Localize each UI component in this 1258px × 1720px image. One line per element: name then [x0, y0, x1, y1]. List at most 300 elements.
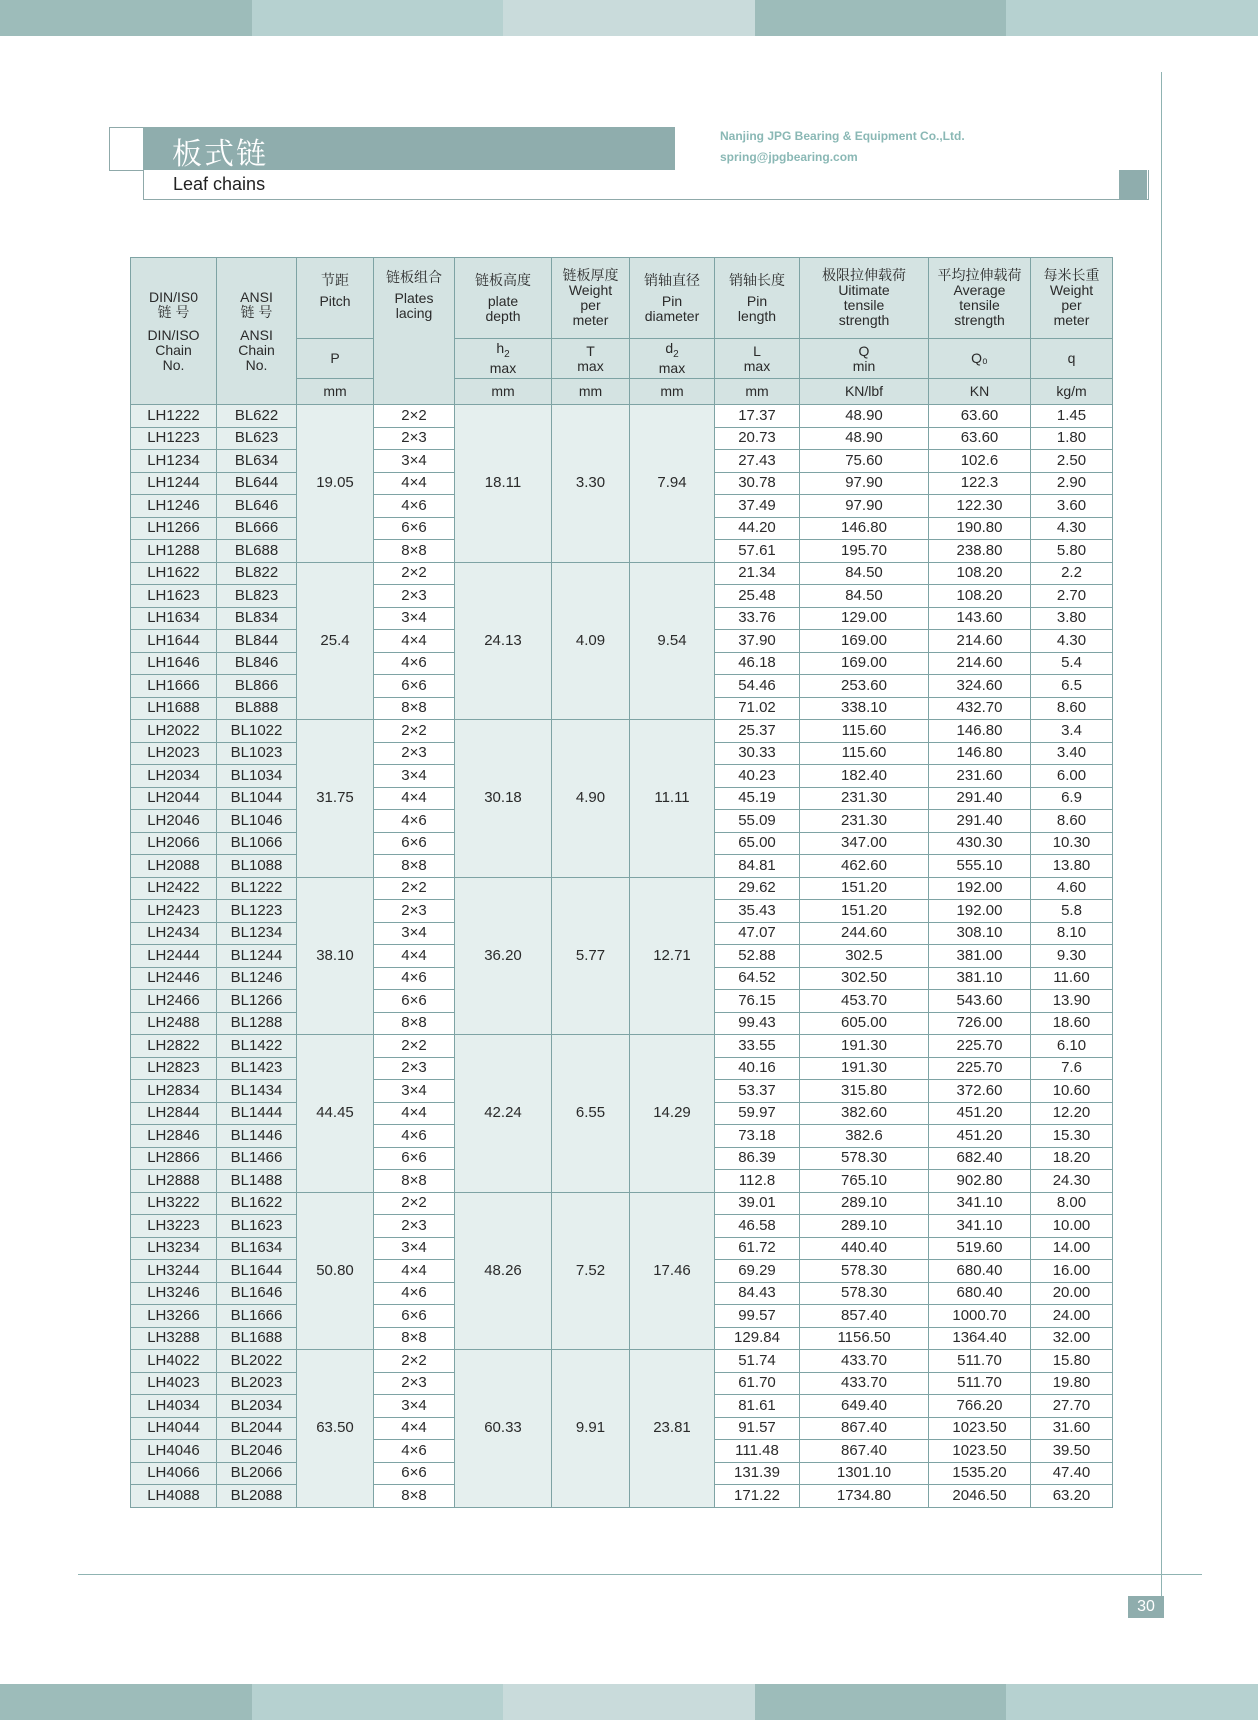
cell-average-strength: 214.60	[929, 630, 1031, 653]
cell-ultimate-strength: 191.30	[800, 1057, 929, 1080]
col-ansi: ANSI 链 号 ANSI Chain No.	[217, 258, 297, 405]
cell-ansi-chain-no: BL866	[217, 675, 297, 698]
cell-ultimate-strength: 289.10	[800, 1215, 929, 1238]
cell-plates-lacing: 4×4	[374, 1260, 455, 1283]
cell-average-strength: 555.10	[929, 855, 1031, 878]
header-tab	[1119, 170, 1147, 200]
cell-plates-lacing: 3×4	[374, 450, 455, 473]
cell-ansi-chain-no: BL2088	[217, 1485, 297, 1508]
cell-ultimate-strength: 191.30	[800, 1035, 929, 1058]
cell-pin-diameter: 9.54	[630, 562, 715, 720]
cell-din-chain-no: LH2822	[131, 1035, 217, 1058]
cell-plates-lacing: 2×2	[374, 1192, 455, 1215]
cell-ultimate-strength: 97.90	[800, 495, 929, 518]
cell-plates-lacing: 2×3	[374, 1057, 455, 1080]
cell-plates-lacing: 4×6	[374, 1440, 455, 1463]
cell-din-chain-no: LH4044	[131, 1417, 217, 1440]
cell-ansi-chain-no: BL622	[217, 405, 297, 428]
cell-ultimate-strength: 289.10	[800, 1192, 929, 1215]
table-row	[131, 405, 1113, 428]
cell-ultimate-strength: 231.30	[800, 810, 929, 833]
cell-average-strength: 511.70	[929, 1372, 1031, 1395]
cell-average-strength: 231.60	[929, 765, 1031, 788]
cell-weight-per-meter: 19.80	[1031, 1372, 1113, 1395]
cell-weight-per-meter: 10.30	[1031, 832, 1113, 855]
cell-din-chain-no: LH2444	[131, 945, 217, 968]
cell-weight-per-meter: 11.60	[1031, 967, 1113, 990]
cell-weight-per-meter: 3.80	[1031, 607, 1113, 630]
footer-rule	[78, 1574, 1202, 1575]
cell-weight-per-meter: 5.4	[1031, 652, 1113, 675]
cell-ultimate-strength: 605.00	[800, 1012, 929, 1035]
cell-pin-length: 64.52	[715, 967, 800, 990]
unit-weight: kg/m	[1031, 379, 1113, 405]
cell-pin-length: 45.19	[715, 787, 800, 810]
cell-average-strength: 63.60	[929, 405, 1031, 428]
cell-ansi-chain-no: BL2022	[217, 1350, 297, 1373]
cell-average-strength: 291.40	[929, 810, 1031, 833]
cell-ansi-chain-no: BL634	[217, 450, 297, 473]
cell-din-chain-no: LH3266	[131, 1305, 217, 1328]
cell-weight-per-meter: 8.10	[1031, 922, 1113, 945]
cell-ansi-chain-no: BL834	[217, 607, 297, 630]
cell-average-strength: 192.00	[929, 900, 1031, 923]
col-pitch: 节距 Pitch	[297, 258, 374, 339]
cell-plates-lacing: 6×6	[374, 832, 455, 855]
cell-ansi-chain-no: BL1622	[217, 1192, 297, 1215]
cell-ultimate-strength: 433.70	[800, 1372, 929, 1395]
cell-din-chain-no: LH4066	[131, 1462, 217, 1485]
cell-ansi-chain-no: BL2023	[217, 1372, 297, 1395]
cell-weight-per-meter: 5.80	[1031, 540, 1113, 563]
sym-pin-diameter: $d_2$ max	[630, 339, 715, 379]
cell-plates-lacing: 4×4	[374, 630, 455, 653]
cell-plates-lacing: 3×4	[374, 765, 455, 788]
cell-average-strength: 291.40	[929, 787, 1031, 810]
cell-ansi-chain-no: BL688	[217, 540, 297, 563]
cell-pin-diameter: 11.11	[630, 720, 715, 878]
leaf-chain-table	[130, 257, 1113, 1508]
cell-ansi-chain-no: BL1688	[217, 1327, 297, 1350]
cell-pin-length: 86.39	[715, 1147, 800, 1170]
cell-din-chain-no: LH4046	[131, 1440, 217, 1463]
cell-ansi-chain-no: BL1644	[217, 1260, 297, 1283]
cell-din-chain-no: LH3246	[131, 1282, 217, 1305]
cell-weight-per-meter: 12.20	[1031, 1102, 1113, 1125]
cell-ansi-chain-no: BL1423	[217, 1057, 297, 1080]
cell-din-chain-no: LH1234	[131, 450, 217, 473]
cell-average-strength: 432.70	[929, 697, 1031, 720]
cell-pin-length: 171.22	[715, 1485, 800, 1508]
cell-average-strength: 451.20	[929, 1125, 1031, 1148]
cell-plates-lacing: 4×6	[374, 810, 455, 833]
cell-ansi-chain-no: BL1234	[217, 922, 297, 945]
cell-plates-lacing: 8×8	[374, 1485, 455, 1508]
cell-plates-lacing: 2×2	[374, 720, 455, 743]
cell-average-strength: 519.60	[929, 1237, 1031, 1260]
cell-ansi-chain-no: BL2066	[217, 1462, 297, 1485]
col-din: DIN/IS0 链 号 DIN/ISO Chain No.	[131, 258, 217, 405]
cell-din-chain-no: LH2866	[131, 1147, 217, 1170]
cell-average-strength: 1364.40	[929, 1327, 1031, 1350]
cell-plates-lacing: 2×3	[374, 1372, 455, 1395]
cell-pitch: 19.05	[297, 405, 374, 563]
cell-ansi-chain-no: BL1244	[217, 945, 297, 968]
cell-din-chain-no: LH2844	[131, 1102, 217, 1125]
cell-pin-length: 129.84	[715, 1327, 800, 1350]
cell-weight-per-meter: 18.20	[1031, 1147, 1113, 1170]
cell-pin-length: 65.00	[715, 832, 800, 855]
cell-plate-depth: 42.24	[455, 1035, 552, 1193]
cell-ultimate-strength: 169.00	[800, 630, 929, 653]
cell-ultimate-strength: 315.80	[800, 1080, 929, 1103]
cell-weight-per-meter: 6.5	[1031, 675, 1113, 698]
cell-ansi-chain-no: BL1088	[217, 855, 297, 878]
table-row	[131, 720, 1113, 743]
cell-pin-length: 35.43	[715, 900, 800, 923]
cell-weight-per-meter: 15.30	[1031, 1125, 1113, 1148]
cell-average-strength: 451.20	[929, 1102, 1031, 1125]
cell-plates-lacing: 3×4	[374, 1237, 455, 1260]
cell-pin-length: 81.61	[715, 1395, 800, 1418]
cell-plates-lacing: 2×2	[374, 405, 455, 428]
col-pin-length: 销轴长度 Pin length	[715, 258, 800, 339]
cell-average-strength: 225.70	[929, 1035, 1031, 1058]
cell-plates-lacing: 8×8	[374, 697, 455, 720]
table-body	[131, 405, 1113, 1508]
cell-weight-per-meter: 10.60	[1031, 1080, 1113, 1103]
cell-pin-diameter: 23.81	[630, 1350, 715, 1508]
cell-plates-lacing: 2×3	[374, 742, 455, 765]
cell-ultimate-strength: 765.10	[800, 1170, 929, 1193]
cell-weight-per-meter: 2.70	[1031, 585, 1113, 608]
cell-pitch: 50.80	[297, 1192, 374, 1350]
cell-ultimate-strength: 649.40	[800, 1395, 929, 1418]
cell-plates-lacing: 8×8	[374, 855, 455, 878]
cell-pin-length: 40.23	[715, 765, 800, 788]
cell-plates-lacing: 2×3	[374, 427, 455, 450]
cell-weight-per-meter: 5.8	[1031, 900, 1113, 923]
cell-plates-lacing: 2×3	[374, 585, 455, 608]
cell-pin-length: 84.43	[715, 1282, 800, 1305]
cell-ultimate-strength: 129.00	[800, 607, 929, 630]
cell-din-chain-no: LH2044	[131, 787, 217, 810]
cell-din-chain-no: LH1222	[131, 405, 217, 428]
col-average: 平均拉伸载荷 Average tensile strength	[929, 258, 1031, 339]
cell-din-chain-no: LH4088	[131, 1485, 217, 1508]
cell-weight-per-meter: 63.20	[1031, 1485, 1113, 1508]
cell-din-chain-no: LH2423	[131, 900, 217, 923]
cell-plates-lacing: 4×4	[374, 1417, 455, 1440]
cell-plates-lacing: 4×6	[374, 652, 455, 675]
cell-weight-per-meter: 8.60	[1031, 810, 1113, 833]
cell-pin-length: 46.18	[715, 652, 800, 675]
cell-ansi-chain-no: BL1223	[217, 900, 297, 923]
cell-ultimate-strength: 97.90	[800, 472, 929, 495]
cell-ultimate-strength: 244.60	[800, 922, 929, 945]
cell-average-strength: 1023.50	[929, 1417, 1031, 1440]
cell-ansi-chain-no: BL1288	[217, 1012, 297, 1035]
cell-pin-length: 99.57	[715, 1305, 800, 1328]
cell-pin-diameter: 7.94	[630, 405, 715, 563]
cell-ansi-chain-no: BL1666	[217, 1305, 297, 1328]
cell-pin-length: 27.43	[715, 450, 800, 473]
cell-ultimate-strength: 338.10	[800, 697, 929, 720]
unit-pin-length: mm	[715, 379, 800, 405]
cell-pin-length: 111.48	[715, 1440, 800, 1463]
cell-average-strength: 238.80	[929, 540, 1031, 563]
cell-ansi-chain-no: BL888	[217, 697, 297, 720]
cell-din-chain-no: LH1666	[131, 675, 217, 698]
cell-din-chain-no: LH1634	[131, 607, 217, 630]
unit-thick: mm	[552, 379, 630, 405]
cell-weight-per-meter: 1.45	[1031, 405, 1113, 428]
cell-pin-length: 61.70	[715, 1372, 800, 1395]
cell-ansi-chain-no: BL844	[217, 630, 297, 653]
cell-din-chain-no: LH2823	[131, 1057, 217, 1080]
cell-ansi-chain-no: BL1066	[217, 832, 297, 855]
cell-din-chain-no: LH3222	[131, 1192, 217, 1215]
cell-plates-lacing: 3×4	[374, 1080, 455, 1103]
cell-average-strength: 1000.70	[929, 1305, 1031, 1328]
cell-average-strength: 1023.50	[929, 1440, 1031, 1463]
sym-pitch: P	[297, 339, 374, 379]
cell-ansi-chain-no: BL644	[217, 472, 297, 495]
cell-plates-lacing: 2×3	[374, 1215, 455, 1238]
cell-weight-per-meter: 3.60	[1031, 495, 1113, 518]
cell-din-chain-no: LH2834	[131, 1080, 217, 1103]
cell-pin-length: 25.37	[715, 720, 800, 743]
cell-ultimate-strength: 182.40	[800, 765, 929, 788]
cell-pin-length: 33.55	[715, 1035, 800, 1058]
cell-ansi-chain-no: BL2034	[217, 1395, 297, 1418]
cell-ultimate-strength: 382.6	[800, 1125, 929, 1148]
cell-weight-per-meter: 3.40	[1031, 742, 1113, 765]
cell-ansi-chain-no: BL1646	[217, 1282, 297, 1305]
cell-ansi-chain-no: BL623	[217, 427, 297, 450]
cell-weight-per-meter: 39.50	[1031, 1440, 1113, 1463]
cell-din-chain-no: LH3234	[131, 1237, 217, 1260]
col-ultimate: 极限拉伸载荷 Uitimate tensile strength	[800, 258, 929, 339]
cell-ansi-chain-no: BL646	[217, 495, 297, 518]
table-row	[131, 1035, 1113, 1058]
sym-depth: $h_2$ max	[455, 339, 552, 379]
cell-plates-lacing: 3×4	[374, 1395, 455, 1418]
cell-ultimate-strength: 115.60	[800, 742, 929, 765]
cell-pitch: 38.10	[297, 877, 374, 1035]
cell-ultimate-strength: 151.20	[800, 900, 929, 923]
cell-plates-lacing: 6×6	[374, 675, 455, 698]
cell-ultimate-strength: 578.30	[800, 1147, 929, 1170]
cell-average-strength: 726.00	[929, 1012, 1031, 1035]
cell-din-chain-no: LH4023	[131, 1372, 217, 1395]
col-thick: 链板厚度 Weight per meter	[552, 258, 630, 339]
cell-ansi-chain-no: BL1266	[217, 990, 297, 1013]
cell-pin-length: 61.72	[715, 1237, 800, 1260]
cell-pin-diameter: 12.71	[630, 877, 715, 1035]
col-weight: 每米长重 Weight per meter	[1031, 258, 1113, 339]
top-stripe	[0, 0, 1258, 36]
cell-plates-lacing: 2×2	[374, 877, 455, 900]
cell-weight-per-meter: 15.80	[1031, 1350, 1113, 1373]
cell-din-chain-no: LH2422	[131, 877, 217, 900]
cell-pin-length: 59.97	[715, 1102, 800, 1125]
table-row	[131, 562, 1113, 585]
cell-pin-length: 53.37	[715, 1080, 800, 1103]
cell-plates-lacing: 8×8	[374, 1012, 455, 1035]
cell-plates-lacing: 8×8	[374, 1170, 455, 1193]
cell-average-strength: 682.40	[929, 1147, 1031, 1170]
cell-plates-lacing: 6×6	[374, 517, 455, 540]
cell-pin-length: 112.8	[715, 1170, 800, 1193]
cell-pin-length: 30.33	[715, 742, 800, 765]
cell-weight-per-meter: 6.10	[1031, 1035, 1113, 1058]
cell-din-chain-no: LH3288	[131, 1327, 217, 1350]
cell-din-chain-no: LH4022	[131, 1350, 217, 1373]
sym-ultimate: Q min	[800, 339, 929, 379]
cell-din-chain-no: LH2046	[131, 810, 217, 833]
cell-pitch: 44.45	[297, 1035, 374, 1193]
cell-pin-length: 71.02	[715, 697, 800, 720]
cell-din-chain-no: LH2466	[131, 990, 217, 1013]
cell-din-chain-no: LH2022	[131, 720, 217, 743]
cell-pin-length: 44.20	[715, 517, 800, 540]
cell-pin-length: 40.16	[715, 1057, 800, 1080]
cell-din-chain-no: LH1644	[131, 630, 217, 653]
cell-ansi-chain-no: BL1466	[217, 1147, 297, 1170]
unit-average: KN	[929, 379, 1031, 405]
cell-din-chain-no: LH1688	[131, 697, 217, 720]
cell-plates-lacing: 2×2	[374, 1350, 455, 1373]
cell-weight-per-meter: 2.90	[1031, 472, 1113, 495]
table-row	[131, 1350, 1113, 1373]
cell-pin-length: 69.29	[715, 1260, 800, 1283]
cell-din-chain-no: LH2846	[131, 1125, 217, 1148]
cell-ultimate-strength: 151.20	[800, 877, 929, 900]
cell-ansi-chain-no: BL822	[217, 562, 297, 585]
cell-din-chain-no: LH2888	[131, 1170, 217, 1193]
cell-weight-per-meter: 16.00	[1031, 1260, 1113, 1283]
cell-ultimate-strength: 1156.50	[800, 1327, 929, 1350]
cell-plates-lacing: 8×8	[374, 1327, 455, 1350]
cell-average-strength: 511.70	[929, 1350, 1031, 1373]
cell-ultimate-strength: 302.5	[800, 945, 929, 968]
cell-average-strength: 102.6	[929, 450, 1031, 473]
cell-weight-per-meter: 47.40	[1031, 1462, 1113, 1485]
cell-din-chain-no: LH1223	[131, 427, 217, 450]
unit-pitch: mm	[297, 379, 374, 405]
cell-ultimate-strength: 382.60	[800, 1102, 929, 1125]
cell-average-strength: 146.80	[929, 720, 1031, 743]
cell-ultimate-strength: 857.40	[800, 1305, 929, 1328]
cell-ultimate-strength: 253.60	[800, 675, 929, 698]
cell-average-strength: 680.40	[929, 1260, 1031, 1283]
cell-din-chain-no: LH4034	[131, 1395, 217, 1418]
cell-plate-thickness: 7.52	[552, 1192, 630, 1350]
cell-weight-per-meter: 18.60	[1031, 1012, 1113, 1035]
cell-weight-per-meter: 10.00	[1031, 1215, 1113, 1238]
cell-average-strength: 108.20	[929, 562, 1031, 585]
cell-ansi-chain-no: BL1446	[217, 1125, 297, 1148]
cell-pin-length: 25.48	[715, 585, 800, 608]
cell-plate-thickness: 9.91	[552, 1350, 630, 1508]
cell-ansi-chain-no: BL1044	[217, 787, 297, 810]
cell-plates-lacing: 4×4	[374, 787, 455, 810]
cell-average-strength: 1535.20	[929, 1462, 1031, 1485]
cell-pin-length: 29.62	[715, 877, 800, 900]
unit-depth: mm	[455, 379, 552, 405]
cell-ansi-chain-no: BL1634	[217, 1237, 297, 1260]
cell-plate-depth: 30.18	[455, 720, 552, 878]
cell-ultimate-strength: 75.60	[800, 450, 929, 473]
cell-din-chain-no: LH1288	[131, 540, 217, 563]
cell-average-strength: 543.60	[929, 990, 1031, 1013]
cell-ultimate-strength: 440.40	[800, 1237, 929, 1260]
cell-average-strength: 341.10	[929, 1215, 1031, 1238]
cell-weight-per-meter: 14.00	[1031, 1237, 1113, 1260]
cell-plates-lacing: 4×6	[374, 1125, 455, 1148]
cell-ultimate-strength: 462.60	[800, 855, 929, 878]
cell-din-chain-no: LH1623	[131, 585, 217, 608]
cell-ultimate-strength: 453.70	[800, 990, 929, 1013]
cell-ultimate-strength: 84.50	[800, 585, 929, 608]
cell-average-strength: 122.30	[929, 495, 1031, 518]
cell-plate-depth: 24.13	[455, 562, 552, 720]
table-row	[131, 877, 1113, 900]
cell-ansi-chain-no: BL1444	[217, 1102, 297, 1125]
cell-ansi-chain-no: BL846	[217, 652, 297, 675]
cell-plate-depth: 48.26	[455, 1192, 552, 1350]
cell-ansi-chain-no: BL1488	[217, 1170, 297, 1193]
cell-din-chain-no: LH1646	[131, 652, 217, 675]
cell-ultimate-strength: 1734.80	[800, 1485, 929, 1508]
cell-plate-depth: 60.33	[455, 1350, 552, 1508]
cell-ansi-chain-no: BL1246	[217, 967, 297, 990]
cell-pin-length: 91.57	[715, 1417, 800, 1440]
cell-ultimate-strength: 867.40	[800, 1440, 929, 1463]
cell-average-strength: 108.20	[929, 585, 1031, 608]
unit-ultimate: KN/lbf	[800, 379, 929, 405]
cell-pitch: 63.50	[297, 1350, 374, 1508]
page-number: 30	[1128, 1596, 1164, 1618]
cell-din-chain-no: LH1246	[131, 495, 217, 518]
cell-weight-per-meter: 4.30	[1031, 630, 1113, 653]
cell-ultimate-strength: 195.70	[800, 540, 929, 563]
cell-average-strength: 122.3	[929, 472, 1031, 495]
sym-weight: q	[1031, 339, 1113, 379]
cell-plate-thickness: 4.90	[552, 720, 630, 878]
cell-plate-depth: 18.11	[455, 405, 552, 563]
cell-ultimate-strength: 231.30	[800, 787, 929, 810]
cell-average-strength: 214.60	[929, 652, 1031, 675]
cell-plates-lacing: 3×4	[374, 607, 455, 630]
company-name: Nanjing JPG Bearing & Equipment Co.,Ltd.	[720, 129, 965, 143]
cell-din-chain-no: LH2088	[131, 855, 217, 878]
cell-ansi-chain-no: BL2046	[217, 1440, 297, 1463]
cell-pin-length: 33.76	[715, 607, 800, 630]
cell-plates-lacing: 6×6	[374, 990, 455, 1013]
company-email: spring@jpgbearing.com	[720, 150, 858, 164]
cell-weight-per-meter: 24.00	[1031, 1305, 1113, 1328]
cell-din-chain-no: LH2034	[131, 765, 217, 788]
cell-average-strength: 766.20	[929, 1395, 1031, 1418]
cell-ultimate-strength: 578.30	[800, 1282, 929, 1305]
cell-pin-length: 73.18	[715, 1125, 800, 1148]
cell-ansi-chain-no: BL1623	[217, 1215, 297, 1238]
cell-plates-lacing: 4×6	[374, 967, 455, 990]
cell-plate-thickness: 6.55	[552, 1035, 630, 1193]
cell-pin-length: 55.09	[715, 810, 800, 833]
